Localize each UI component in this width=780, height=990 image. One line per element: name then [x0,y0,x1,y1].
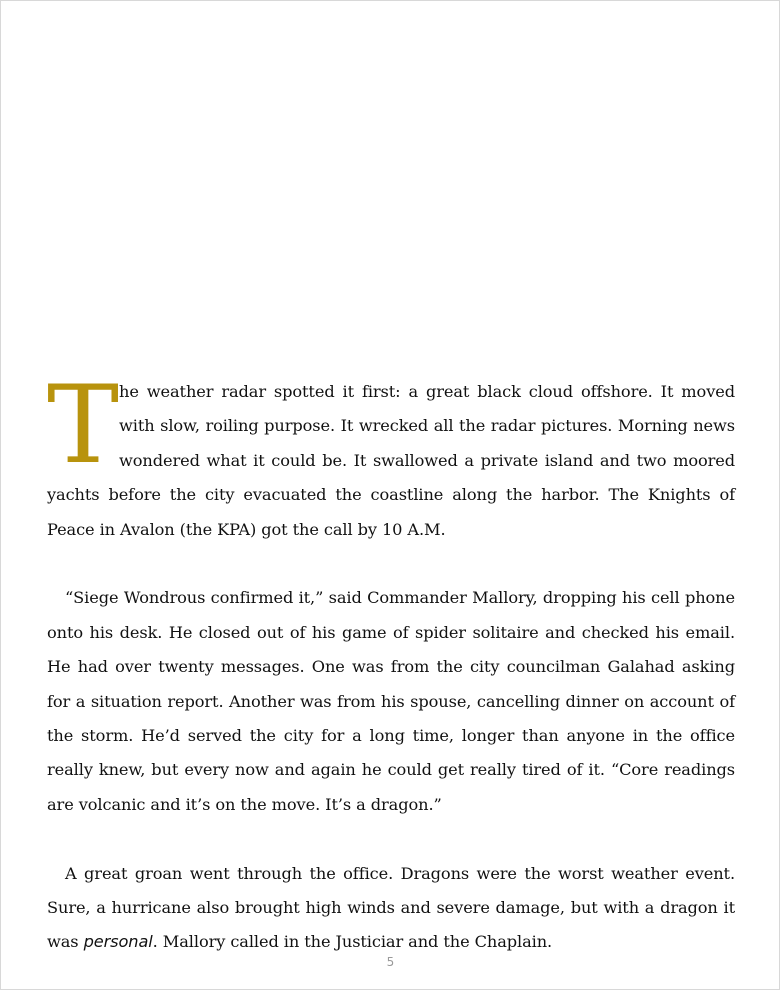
paragraph-3 [47,857,735,960]
drop-cap: T [47,363,116,488]
page-number: 5 [386,955,396,969]
paragraph-3-text-before: A great groan went through the office. Dragons were the worst weather event. Sure, a hurricane also brought high winds and severe damage, but with a dragon it was [47,863,735,952]
paragraph-2: “Siege Wondrous confirmed it,” said Commander Mallory, dropping his cell phone onto his desk. He closed out of his game of spider solitaire and checked his email. He had over twenty messages. One was from the city councilman Galahad asking for a situation report. Another was from his spouse, cancelling dinner on account of the storm. He’d served the city for a long time, longer than anyone in the office really knew, but every now and again he could get really tired of it. “Core readings are volcanic and it’s on the move. It’s a dragon.” [47,588,735,814]
paragraph-spacer [47,547,735,581]
body-text [47,363,735,960]
paragraph-1-text: he weather radar spotted it first: a great black cloud offshore. It moved with slow, roiling purpose. It wrecked all the radar pictures. Morning news wondered what it could be. It swallowed a private island and two moored yachts before the city evacuated the coastline along the harbor. The Knights of Peace in Avalon (the KPA) got the call by 10 A.M. [47,382,735,539]
paragraph-3-text-after: . Mallory called in the Justiciar and the Chaplain. [152,932,553,952]
paragraph-3-emphasis: personal [83,932,153,952]
paragraph-spacer [47,822,735,856]
paragraph-1 [47,363,735,547]
